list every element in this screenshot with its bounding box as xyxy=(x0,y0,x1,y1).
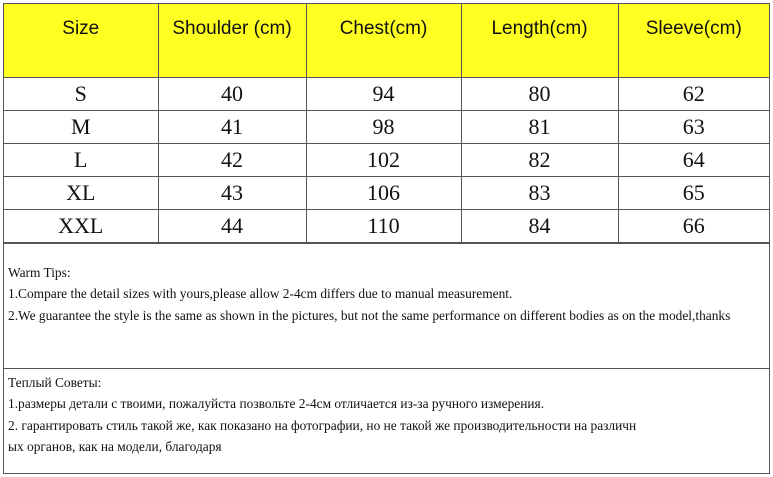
cell-length: 81 xyxy=(461,110,618,143)
table-header-row xyxy=(4,4,769,77)
cell-size: L xyxy=(4,143,158,176)
cell-size: M xyxy=(4,110,158,143)
tips-line: 2.We guarantee the style is the same as shown in the pictures, but not the same performance on different bodies as on the model,thanks xyxy=(8,307,731,323)
cell-chest: 94 xyxy=(306,77,461,110)
table-row xyxy=(4,110,769,143)
header-shoulder: Shoulder (cm) xyxy=(158,4,306,77)
cell-shoulder: 44 xyxy=(158,209,306,242)
cell-sleeve: 63 xyxy=(618,110,769,143)
tips-line: 1.размеры детали с твоими, пожалуйста позвольте 2-4см отличается из-за ручного измерения. xyxy=(8,396,545,411)
table-row xyxy=(4,77,769,110)
table-row xyxy=(4,209,769,242)
size-table xyxy=(4,4,769,243)
cell-shoulder: 41 xyxy=(158,110,306,143)
tips-title: Warm Tips: xyxy=(8,264,71,280)
tips-line: 1.Compare the detail sizes with yours,please allow 2-4cm differs due to manual measurement. xyxy=(8,286,513,301)
header-chest: Chest(cm) xyxy=(306,4,461,77)
size-chart xyxy=(3,3,770,474)
cell-shoulder: 42 xyxy=(158,143,306,176)
cell-length: 82 xyxy=(461,143,618,176)
cell-sleeve: 65 xyxy=(618,176,769,209)
tips-title: Теплый Советы: xyxy=(8,374,102,390)
table-row xyxy=(4,176,769,209)
cell-chest: 110 xyxy=(306,209,461,242)
cell-size: S xyxy=(4,77,158,110)
cell-chest: 102 xyxy=(306,143,461,176)
cell-sleeve: 64 xyxy=(618,143,769,176)
header-size: Size xyxy=(4,4,158,77)
cell-sleeve: 66 xyxy=(618,209,769,242)
warm-tips-english xyxy=(4,243,769,368)
cell-sleeve: 62 xyxy=(618,77,769,110)
header-length: Length(cm) xyxy=(461,4,618,77)
cell-shoulder: 40 xyxy=(158,77,306,110)
cell-shoulder: 43 xyxy=(158,176,306,209)
cell-length: 83 xyxy=(461,176,618,209)
header-sleeve: Sleeve(cm) xyxy=(618,4,769,77)
cell-size: XXL xyxy=(4,209,158,242)
cell-length: 80 xyxy=(461,77,618,110)
cell-size: XL xyxy=(4,176,158,209)
tips-line: ых органов, как на модели, благодаря xyxy=(8,439,222,454)
warm-tips-russian xyxy=(4,368,769,474)
cell-chest: 106 xyxy=(306,176,461,209)
table-row xyxy=(4,143,769,176)
tips-line: 2. гарантировать стиль такой же, как показано на фотографии, но не такой же производительности на различн xyxy=(8,417,637,433)
cell-chest: 98 xyxy=(306,110,461,143)
cell-length: 84 xyxy=(461,209,618,242)
